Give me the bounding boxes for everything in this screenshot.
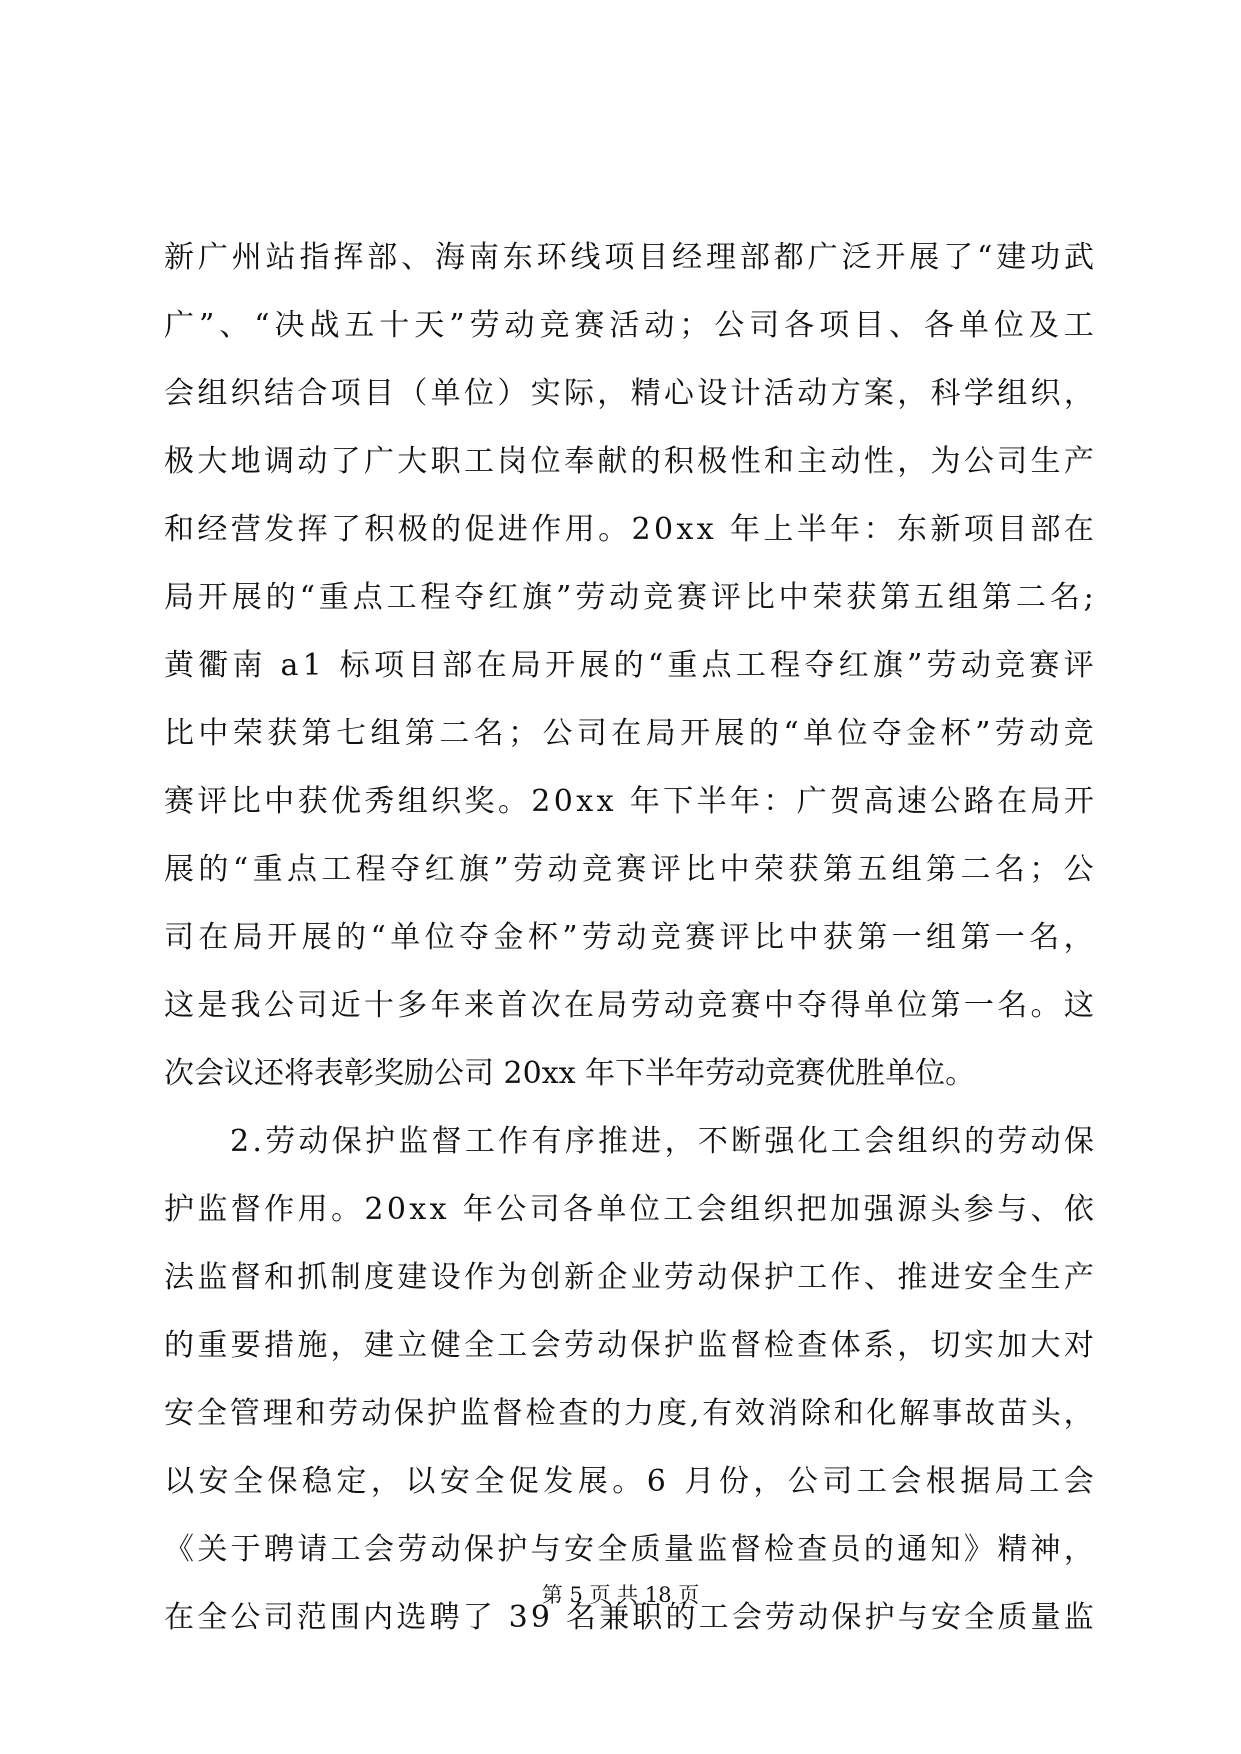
text-line: 2 . 劳 动 保 护 监 督 工 作 有 序 推 进 ， 不 断 强 化 工 会 组 织 的 劳 动 保 <box>230 1124 1094 1159</box>
text-line: 展 的 “ 重 点 工 程 夺 红 旗 ” 劳 动 竞 赛 评 比 中 荣 获 第 五 组 第 二 名 ； 公 <box>164 852 1094 887</box>
text-line: 极 大 地 调 动 了 广 大 职 工 岗 位 奉 献 的 积 极 性 和 主 动 性 ， 为 公 司 生 产 <box>164 444 1094 479</box>
page-number-footer: 第 5 页 共 18 页 <box>541 1583 700 1607</box>
text-line: 局 开 展 的 “ 重 点 工 程 夺 红 旗 ” 劳 动 竞 赛 评 比 中 荣 获 第 五 组 第 二 名 ; <box>164 580 1094 615</box>
text-line: 在 全 公 司 范 围 内 选 聘 了 3 9 名 兼 职 的 工 会 劳 动 保 护 与 安 全 质 量 监 <box>164 1600 1094 1635</box>
text-line: 法 监 督 和 抓 制 度 建 设 作 为 创 新 企 业 劳 动 保 护 工 作 、 推 进 安 全 生 产 <box>164 1260 1094 1295</box>
text-line: 《 关 于 聘 请 工 会 劳 动 保 护 与 安 全 质 量 监 督 检 查 员 的 通 知 》 精 神 ， <box>164 1532 1094 1567</box>
text-line: 护 监 督 作 用 。 2 0 x x 年 公 司 各 单 位 工 会 组 织 把 加 强 源 头 参 与 、 依 <box>164 1192 1094 1227</box>
text-line: 安 全 管 理 和 劳 动 保 护 监 督 检 查 的 力 度 , 有 效 消 除 和 化 解 事 故 苗 头 ， <box>164 1396 1094 1431</box>
text-line: 和 经 营 发 挥 了 积 极 的 促 进 作 用 。 2 0 x x 年 上 半 年 ： 东 新 项 目 部 在 <box>164 512 1094 547</box>
text-line: 会 组 织 结 合 项 目 （ 单 位 ） 实 际 ， 精 心 设 计 活 动 方 案 ， 科 学 组 织 ， <box>164 376 1094 411</box>
text-line: 比 中 荣 获 第 七 组 第 二 名 ； 公 司 在 局 开 展 的 “ 单 位 夺 金 杯 ” 劳 动 竞 <box>164 716 1094 751</box>
body-text <box>164 224 1094 1652</box>
text-line: 以 安 全 保 稳 定 ， 以 安 全 促 发 展 。 6 月 份 ， 公 司 工 会 根 据 局 工 会 <box>164 1464 1094 1499</box>
text-line: 黄 衢 南 a 1 标 项 目 部 在 局 开 展 的 “ 重 点 工 程 夺 红 旗 ” 劳 动 竞 赛 评 <box>164 648 1094 683</box>
text-line: 的 重 要 措 施 ， 建 立 健 全 工 会 劳 动 保 护 监 督 检 查 体 系 ， 切 实 加 大 对 <box>164 1328 1094 1363</box>
text-line: 司 在 局 开 展 的 “ 单 位 夺 金 杯 ” 劳 动 竞 赛 评 比 中 获 第 一 组 第 一 名 ， <box>164 920 1094 955</box>
text-line: 广 ” 、 “ 决 战 五 十 天 ” 劳 动 竞 赛 活 动 ； 公 司 各 项 目 、 各 单 位 及 工 <box>164 308 1094 343</box>
text-line: 这 是 我 公 司 近 十 多 年 来 首 次 在 局 劳 动 竞 赛 中 夺 得 单 位 第 一 名 。 这 <box>164 988 1094 1023</box>
text-line: 赛 评 比 中 获 优 秀 组 织 奖 。 2 0 x x 年 下 半 年 ： 广 贺 高 速 公 路 在 局 开 <box>164 784 1094 819</box>
text-line: 新 广 州 站 指 挥 部 、 海 南 东 环 线 项 目 经 理 部 都 广 泛 开 展 了 “ 建 功 武 <box>164 240 1094 275</box>
text-line: 次会议还将表彰奖励公司 20xx 年下半年劳动竞赛优胜单位。 <box>164 1056 976 1091</box>
